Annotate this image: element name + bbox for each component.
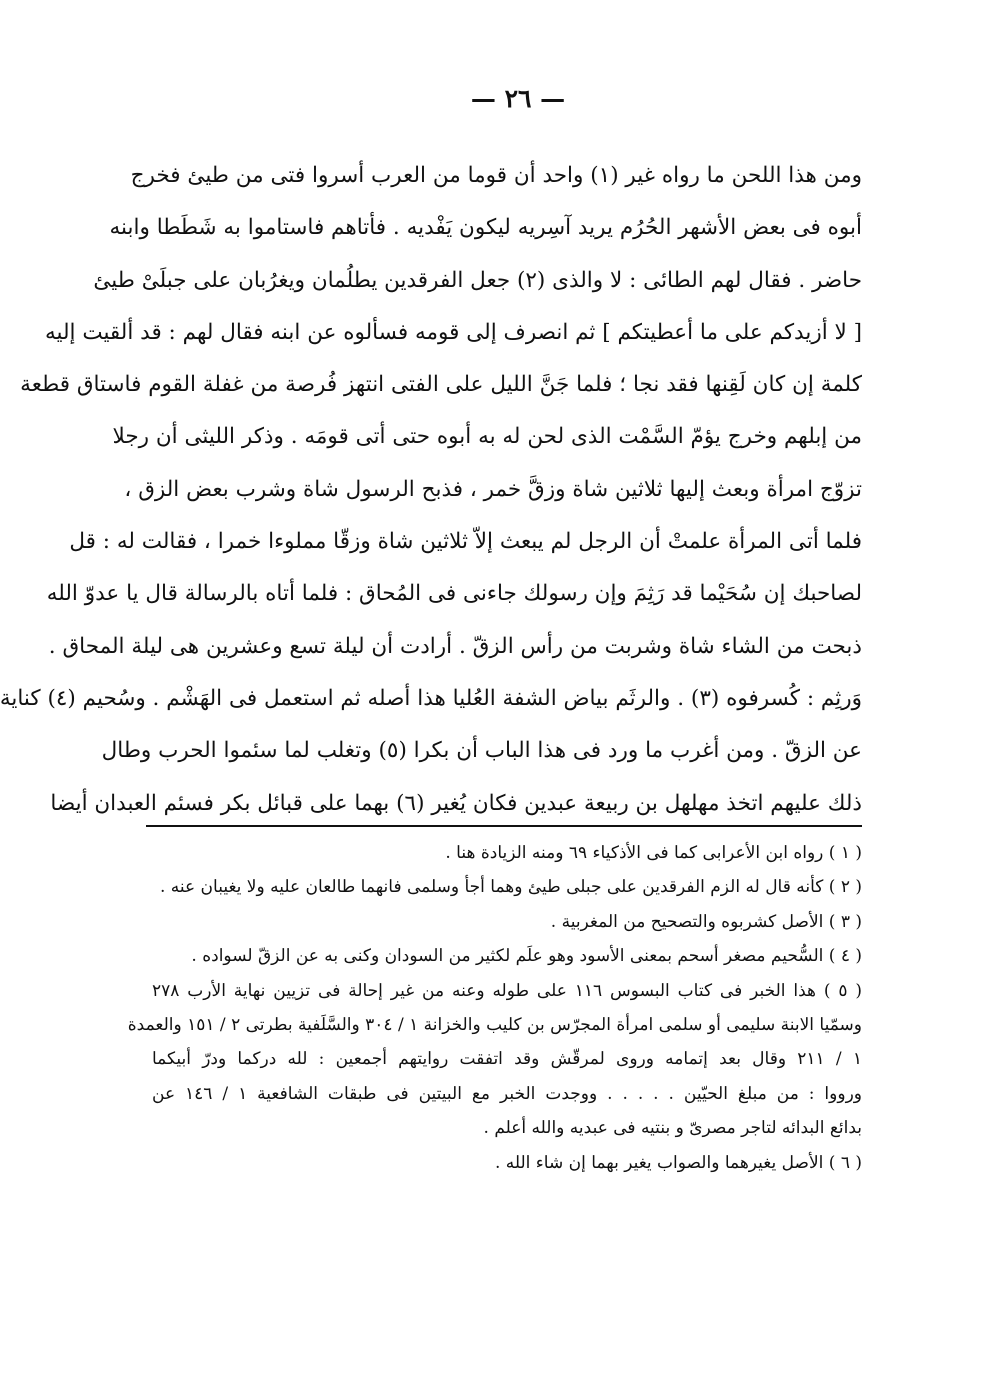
footnotes [127,836,862,1180]
text-line: وَرثِم : كُسرفوه (٣) . والرثَم بياض الشفة العُليا هذا أصله ثم استعمل فى الهَشْم . وسُحيم (٤) كناية [0,685,862,711]
footnote-line: ( ١ ) رواه ابن الأعرابى كما فى الأذكياء ٦٩ ومنه الزيادة هنا . [445,843,862,863]
text-line: لصاحبك إن سُحَيْما قد رَثِمَ وإن رسولك جاءنى فى المُحاق : فلما أتاه بالرسالة قال يا عدوّ الله [46,581,862,607]
text-line: حاضر . فقال لهم الطائى : لا والذى (٢) جعل الفرقدين يطلُمان ويغرُبان على جبلَىْ طيئ [93,267,862,293]
text-line: ذبحت من الشاء شاة وشربت من رأس الزقّ . أرادت أن ليلة تسع وعشرين هى ليلة المحاق . [48,633,862,659]
footnote-line: ( ٢ ) كأنه قال له الزم الفرقدين على جبلى طيئ وهما أجأ وسلمى فانهما طالعان عليه ولا يغيبان عنه . [159,877,862,898]
main-text [0,150,862,830]
footnote-line: ( ٦ ) الأصل يغيرهما والصواب يغير بهما إن شاء الله . [494,1152,862,1173]
text-line: عن الزقّ . ومن أغرب ما ورد فى هذا الباب أن بكرا (٥) وتغلب لما سئموا الحرب وطال [101,738,862,764]
text-line: تزوّج امرأة وبعث إليها ثلاثين شاة وزقَّ خمر ، فذبح الرسول شاة وشرب بعض الزق ، [124,476,862,502]
footnote-separator [146,825,862,827]
footnote-line: وسمّيا الابنة سليمى أو سلمى امرأة المجرّس بن كليب والخزانة ١ / ٣٠٤ والسَّلَفية بطرتى ٢ / ١٥١ والعمدة [127,1014,862,1035]
text-line: ذلك عليهم اتخذ مهلهل بن ربيعة عبدين فكان يُغير (٦) بهما على قبائل بكر فسئم العبدان أيضا [50,790,862,816]
footnote-line: ( ٤ ) السُّحيم مصغر أسحم بمعنى الأسود وهو علَم لكثير من السودان وكنى به عن الزقّ لسواده . [191,946,862,967]
footnote-line: ١ / ٢١١ وقال بعد إتمامه وروى لمرقّش وقد اتفقت روايتهم أجمعين : لله دركما ودرّ أبيكما [152,1049,862,1070]
text-line: [ لا أزيدكم على ما أعطيتكم ] ثم انصرف إلى قومه فسألوه عن ابنه فقال لهم : قد ألقيت إليه [44,319,862,345]
text-line: أبوه فى بعض الأشهر الحُرُم يريد آسِريه ليكون يَفْديه . فأتاهم فاستاموا به شَطَطا وابنه [109,215,862,241]
page-number: — ٢٦ — [470,84,566,113]
text-line: من إبلهم وخرج يؤمّ السَّمْت الذى لحن له به أبوه حتى أتى قومَه . وذكر الليثى أن رجلا [112,424,862,450]
footnote-line: ورووا : من مبلغ الحيّين . . . . . ووجدت الخبر مع البيتين فى طبقات الشافعية ١ / ١٤٦ عن [152,1083,862,1104]
footnote-line: بدائع البدائه لتاجر مصرىّ و بنتيه فى عبديه والله أعلم . [483,1118,862,1139]
footnote-line: ( ٥ ) هذا الخبر فى كتاب البسوس ١١٦ على طوله وعنه من غير إحالة فى تزيين نهاية الأرب ٢٧٨ [152,980,862,1001]
text-line: كلمة إن كان لَقِنها فقد نجا ؛ فلما جَنَّ الليل على الفتى انتهز فُرصة من غفلة القوم فاستاق قطعة [20,372,862,398]
footnote-line: ( ٣ ) الأصل كشربوه والتصحيح من المغربية . [550,911,862,932]
text-line: فلما أتى المرأة علمتْ أن الرجل لم يبعث إلاّ ثلاثين شاة وزقّا مملوءا خمرا ، فقالت له : قل [69,529,862,555]
text-line: ومن هذا اللحن ما رواه غير (١) واحد أن قوما من العرب أسروا فتى من طيئ فخرج [130,163,862,188]
